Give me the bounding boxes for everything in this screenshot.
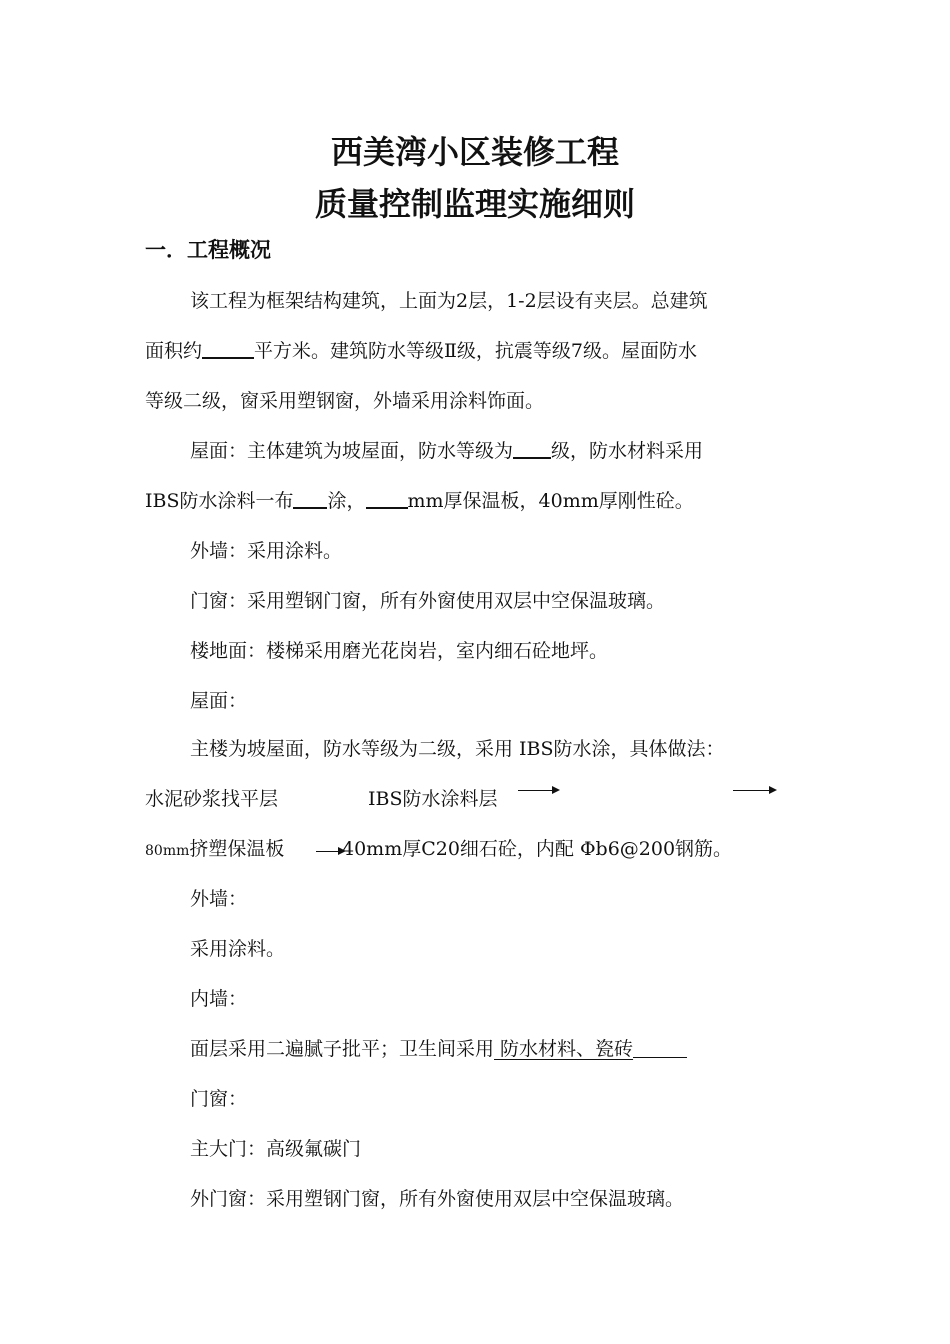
roof-step-1: 水泥砂浆找平层 — [145, 788, 279, 810]
overview-paragraph-line — [145, 336, 697, 366]
overview-paragraph-line — [190, 286, 708, 316]
underline-blank — [633, 1035, 687, 1058]
blank-thickness-field — [366, 487, 408, 509]
blank-coats-field — [293, 487, 327, 509]
window-summary: 门窗：采用塑钢门窗，所有外窗使用双层中空保温玻璃。 — [190, 590, 666, 612]
outer-door-text: 外门窗：采用塑钢门窗，所有外窗使用双层中空保温玻璃。 — [190, 1188, 685, 1210]
text: 涂， — [327, 490, 366, 512]
blank-area-field — [202, 337, 254, 359]
main-door-text: 主大门：高级氟碳门 — [190, 1138, 362, 1160]
inner-wall-text — [190, 1034, 687, 1064]
text: 级，防水材料采用 — [551, 440, 704, 462]
outer-wall-label: 外墙： — [190, 888, 248, 910]
text: 屋面：主体建筑为坡屋面，防水等级为 — [190, 440, 514, 462]
roof-method-text: 主楼为坡屋面，防水等级为二级，采用 IBS防水涂，具体做法： — [190, 738, 725, 760]
roof-label: 屋面： — [190, 690, 248, 712]
text: 挤塑保温板 — [189, 838, 285, 860]
text: IBS防水涂料一布 — [145, 490, 294, 512]
document-title-line2: 质量控制监理实施细则 — [314, 185, 635, 223]
floor-summary: 楼地面：楼梯采用磨光花岗岩，室内细石砼地坪。 — [190, 640, 609, 662]
overview-paragraph-line — [145, 386, 544, 416]
section-heading-overview: 一．工程概况 — [145, 238, 271, 262]
text: 面积约 — [145, 340, 203, 362]
blank-grade-field — [513, 437, 551, 459]
underlined-text: 防水材料、瓷砖 — [494, 1038, 634, 1060]
outer-wall-text: 采用涂料。 — [190, 938, 286, 960]
roof-summary-line — [190, 436, 703, 466]
roof-step-3 — [145, 834, 284, 866]
inner-wall-label: 内墙： — [190, 988, 248, 1010]
roof-step-4: 40mm厚C20细石砼，内配 Φb6@200钢筋。 — [342, 838, 733, 860]
arrow-right-icon — [518, 790, 558, 791]
text: 面层采用二遍腻子批平；卫生间采用 — [190, 1038, 495, 1060]
roof-summary-line — [145, 486, 694, 516]
text: 平方米。建筑防水等级Ⅱ级，抗震等级7级。屋面防水 — [254, 340, 698, 362]
text: mm厚保温板，40mm厚刚性砼。 — [407, 490, 694, 512]
text: 等级二级，窗采用塑钢窗，外墙采用涂料饰面。 — [145, 390, 545, 412]
arrow-right-icon — [733, 790, 775, 791]
doors-label: 门窗： — [190, 1088, 248, 1110]
text: 该工程为框架结构建筑，上面为2层，1-2层设有夹层。总建筑 — [190, 290, 708, 312]
arrow-right-icon — [316, 851, 344, 852]
text: 80mm — [145, 843, 190, 859]
document-title-line1: 西美湾小区装修工程 — [330, 133, 619, 171]
roof-step-2: IBS防水涂料层 — [368, 788, 498, 810]
outer-wall-summary: 外墙：采用涂料。 — [190, 540, 343, 562]
